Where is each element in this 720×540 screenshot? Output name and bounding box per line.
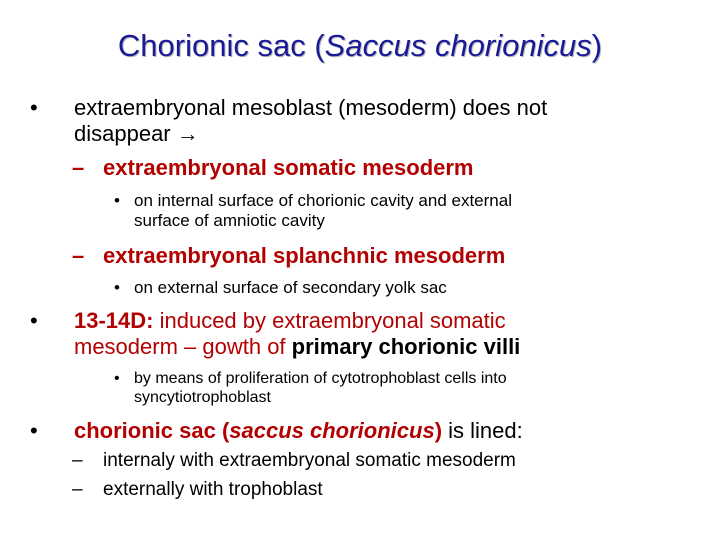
dash-marker: – bbox=[72, 479, 83, 500]
sub-point-splanchnic bbox=[72, 243, 505, 269]
point-1-line-1: extraembryonal mesoblast (mesoderm) does not bbox=[74, 95, 548, 120]
sub-point-splanchnic-label: extraembryonal splanchnic mesoderm bbox=[103, 243, 506, 268]
sub-point-internal bbox=[72, 449, 516, 473]
detail-villi-line-2: syncytiotrophoblast bbox=[134, 389, 271, 406]
bullet-marker: • bbox=[30, 308, 38, 333]
detail-somatic-line-1: on internal surface of chorionic cavity and external bbox=[134, 191, 512, 210]
bullet-marker: • bbox=[114, 278, 120, 297]
detail-villi bbox=[114, 369, 507, 407]
sub-point-somatic bbox=[72, 155, 474, 181]
sub-point-external bbox=[72, 478, 323, 502]
point-3-rest: is lined: bbox=[442, 418, 523, 443]
bullet-marker: • bbox=[30, 418, 38, 443]
bullet-marker: • bbox=[114, 370, 120, 387]
point-1-line-2: disappear → bbox=[74, 121, 199, 146]
point-2-day-label: 13-14D: bbox=[74, 308, 154, 333]
bullet-point-2 bbox=[30, 308, 520, 360]
point-2-line-2 bbox=[74, 334, 520, 360]
bullet-marker: • bbox=[114, 191, 120, 210]
title-text-start: Chorionic sac ( bbox=[117, 28, 325, 63]
detail-splanchnic-line-1: on external surface of secondary yolk sac bbox=[134, 278, 447, 297]
title-latin-name: Saccus chorionicus bbox=[324, 28, 592, 63]
point-3-term-start: chorionic sac ( bbox=[74, 418, 230, 443]
point-2-line-1-rest: induced by extraembryonal somatic bbox=[153, 308, 506, 333]
point-3-term-end: ) bbox=[434, 418, 443, 443]
title-text-end: ) bbox=[591, 28, 603, 63]
sub-point-external-text: externally with trophoblast bbox=[103, 479, 323, 500]
bullet-point-1 bbox=[30, 95, 547, 147]
detail-villi-line-1: by means of proliferation of cytotrophoblast cells into bbox=[134, 370, 507, 387]
point-3-latin-name: saccus chorionicus bbox=[229, 418, 435, 443]
dash-marker: – bbox=[72, 450, 83, 471]
detail-somatic-line-2: surface of amniotic cavity bbox=[134, 211, 325, 230]
detail-somatic bbox=[114, 191, 512, 231]
bullet-marker: • bbox=[30, 95, 38, 120]
dash-marker: – bbox=[72, 155, 85, 180]
point-2-villi-term: primary chorionic villi bbox=[291, 334, 521, 359]
sub-point-somatic-label: extraembryonal somatic mesoderm bbox=[103, 155, 474, 180]
bullet-point-3 bbox=[30, 418, 523, 444]
detail-splanchnic bbox=[114, 278, 447, 298]
point-2-line-2-start: mesoderm – gowth of bbox=[74, 334, 292, 359]
slide-title bbox=[0, 26, 720, 66]
sub-point-internal-text: internaly with extraembryonal somatic mesoderm bbox=[103, 450, 516, 471]
dash-marker: – bbox=[72, 243, 85, 268]
point-2-line-1 bbox=[74, 308, 520, 334]
